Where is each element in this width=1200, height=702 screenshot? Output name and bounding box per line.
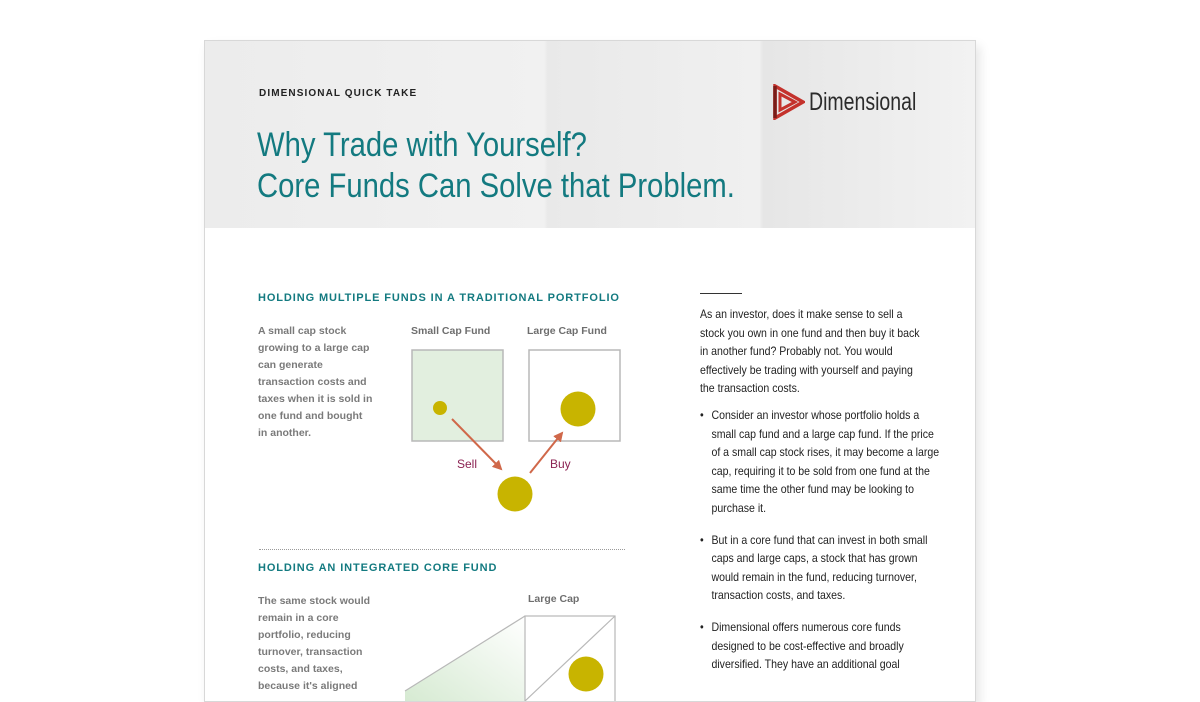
bullet-item: [700, 531, 940, 605]
kicker-label: DIMENSIONAL QUICK TAKE: [259, 88, 418, 99]
core-stock-dot: [569, 657, 604, 692]
small-cap-fund-box: [412, 350, 503, 441]
right-column: [700, 305, 940, 687]
title-line-2: Core Funds Can Solve that Problem.: [257, 167, 735, 205]
bullet-text: But in a core fund that can invest in both small caps and large caps, a stock that has grown would remain in the fund, reducing turnover, transaction costs, and taxes.: [711, 532, 928, 603]
sell-label: Sell: [457, 457, 478, 471]
core-fund-shading: [405, 616, 525, 701]
bullet-text: Consider an investor whose portfolio holds a small cap fund and a large cap fund. If the price of a small cap stock rises, it may become a large cap, requiring it to be sold from one fund at the same time the other fund may be looking to purchase it.: [711, 407, 940, 515]
large-stock-dot: [561, 392, 596, 427]
bullet-marker: •: [700, 407, 704, 422]
section-description-core: The same stock would remain in a core portfolio, reducing turnover, transaction costs, and taxes, because it's aligned: [258, 595, 371, 692]
bullet-marker: •: [700, 532, 704, 547]
small-cap-fund-label: Small Cap Fund: [411, 325, 491, 337]
document-page: [204, 40, 976, 702]
buy-label: Buy: [550, 457, 571, 471]
title-line-1: Why Trade with Yourself?: [257, 126, 587, 164]
right-column-rule: [700, 293, 742, 294]
bullet-item: [700, 406, 940, 518]
bullet-marker: •: [700, 619, 704, 634]
section-description-traditional: A small cap stock growing to a large cap can generate transaction costs and taxes when it is sold in one fund and bought in another.: [258, 325, 373, 439]
intro-paragraph: As an investor, does it make sense to sell a stock you own in one fund and then buy it back in another fund? Probably not. You would effectively be trading with yourself and paying the transaction costs.: [700, 307, 920, 396]
section-heading-traditional: HOLDING MULTIPLE FUNDS IN A TRADITIONAL PORTFOLIO: [258, 292, 620, 304]
large-cap-fund-label: Large Cap Fund: [527, 325, 607, 337]
logo-wordmark: Dimensional: [809, 88, 917, 116]
bullet-item: [700, 618, 940, 674]
section-heading-core: HOLDING AN INTEGRATED CORE FUND: [258, 562, 498, 574]
bullet-text: Dimensional offers numerous core funds designed to be cost-effective and broadly diversified. They have an additional goal: [711, 619, 904, 672]
core-large-cap-label: Large Cap: [528, 593, 580, 605]
small-stock-dot: [433, 401, 447, 415]
transit-stock-dot: [498, 477, 533, 512]
section-divider: [259, 549, 625, 550]
